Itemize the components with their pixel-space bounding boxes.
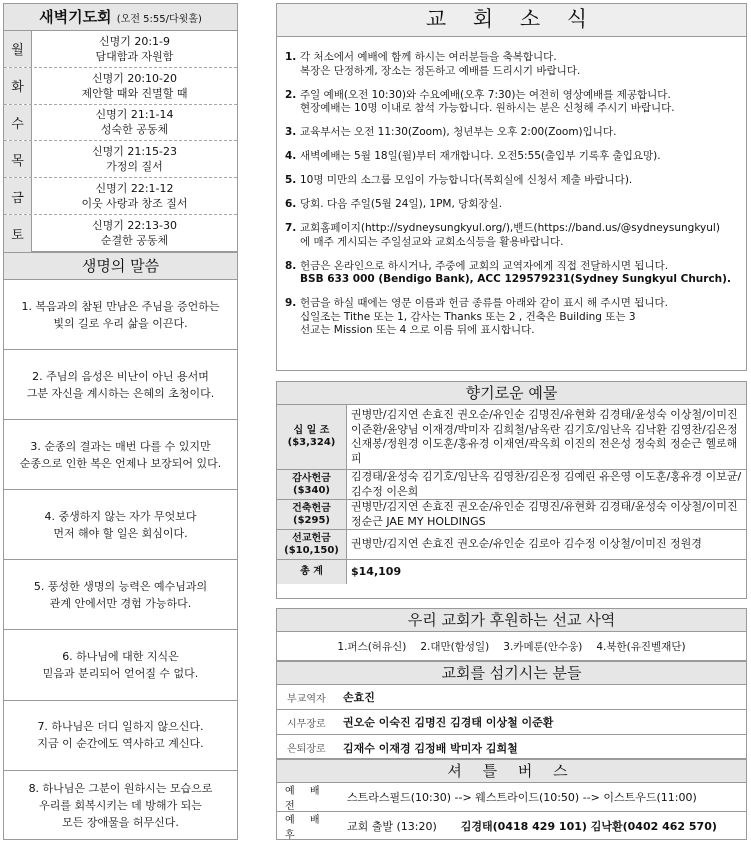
word-item: 3. 순종의 결과는 매번 다를 수 있지만 순종으로 인한 복은 언제나 보장되어 있다.	[4, 420, 237, 490]
offering-type: 선교헌금	[292, 532, 331, 544]
offering-names: 김경태/윤성숙 김기호/임난옥 김영찬/김은정 김예린 유은영 이도훈/홍유경 이보균/김수정 이은희	[351, 470, 742, 498]
news-body	[300, 150, 740, 164]
offering-type: 감사헌금	[292, 472, 331, 484]
news-item	[285, 198, 740, 212]
news-number: 8.	[285, 259, 297, 272]
servants-title: 교회를 섬기시는 분들	[277, 662, 746, 685]
news-bank-account: BSB 633 000 (Bendigo Bank), ACC 129579231(Sydney Sungkyul Church).	[300, 273, 731, 285]
word-item: 8. 하나님은 그분이 원하시는 모습으로 우리를 회복시키는 데 방해가 되는 모든 장애물을 허무신다.	[28, 782, 213, 830]
dawn-row	[4, 215, 237, 252]
church-news-panel	[276, 3, 747, 371]
offering-label-cell	[277, 560, 347, 584]
word-of-life-panel	[3, 252, 238, 840]
news-text: 10명 미만의 소그룹 모임이 가능합니다(목회실에 신청서 제출 바랍니다).	[300, 174, 633, 186]
offering-label-cell	[277, 500, 347, 529]
word-item: 4. 중생하지 않는 자가 무엇보다 먼저 해야 할 일은 회심이다.	[4, 490, 237, 560]
servant-names: 김재수 이재경 김정배 박미자 김희철	[343, 741, 518, 755]
offering-amount: ($3,324)	[287, 437, 336, 448]
dawn-reference: 신명기 20:1-9	[98, 34, 171, 48]
news-body	[300, 260, 740, 287]
word-item: 5. 풍성한 생명의 능력은 예수님과의 관계 안에서만 경험 가능하다.	[4, 560, 237, 630]
shuttle-before-row	[277, 783, 746, 812]
offering-row	[277, 560, 746, 584]
offering-amount: ($10,150)	[284, 544, 339, 556]
word-item: 2. 주님의 음성은 비난이 아닌 용서며 그분 자신을 계시하는 은혜의 초청이다.	[4, 350, 237, 420]
servant-row	[277, 735, 746, 760]
offering-type: 십 일 조	[293, 425, 330, 436]
mission-item: 2.대만(함성일)	[420, 641, 490, 653]
offering-table	[277, 405, 746, 584]
dawn-day: 수	[4, 105, 32, 141]
servant-row	[277, 710, 746, 735]
mission-panel	[276, 608, 747, 661]
servant-names: 권오순 이숙진 김명진 김경태 이상철 이준환	[343, 716, 554, 729]
news-item	[285, 51, 740, 78]
dawn-prayer-panel	[3, 3, 238, 252]
offering-type: 건축헌금	[292, 502, 331, 514]
offering-row	[277, 470, 746, 500]
dawn-reference: 신명기 20:10-20	[91, 71, 178, 85]
dawn-row	[4, 105, 237, 142]
shuttle-before-label: 예 배 전	[285, 785, 326, 812]
dawn-reading	[32, 68, 237, 104]
offering-names: 권병만/김지연 손효진 권오순/유인순 김명진/유현화 김경태/윤성숙 이상철/이미진 정순근 JAE MY HOLDINGS	[351, 500, 738, 528]
offering-amount: ($340)	[293, 484, 330, 496]
mission-item: 4.북한(유진벨재단)	[596, 641, 686, 653]
news-item	[285, 174, 740, 188]
news-text: 당회. 다음 주일(5월 24일), 1PM, 당회장실.	[300, 198, 503, 210]
mission-title: 우리 교회가 후원하는 선교 사역	[277, 609, 746, 632]
news-item	[285, 260, 740, 287]
news-number: 1.	[285, 51, 297, 63]
dawn-prayer-title: 새벽기도회	[39, 8, 112, 26]
offering-row	[277, 405, 746, 470]
servant-names: 손효진	[343, 691, 375, 704]
news-body	[300, 51, 740, 78]
offering-amount: ($295)	[293, 514, 330, 526]
dawn-reference: 신명기 21:1-14	[95, 108, 174, 122]
news-body	[300, 222, 740, 249]
dawn-theme: 성숙한 공동체	[100, 123, 169, 137]
servant-role: 시무장로	[287, 718, 326, 730]
servant-row	[277, 685, 746, 710]
dawn-row	[4, 141, 237, 178]
shuttle-bus-title: 셔 틀 버 스	[277, 760, 746, 783]
dawn-reading	[32, 215, 237, 252]
dawn-theme: 이웃 사랑과 창조 질서	[81, 197, 188, 211]
servants-table	[277, 685, 746, 760]
shuttle-after-route: 교회 출발 (13:20)	[347, 819, 437, 833]
news-number: 2.	[285, 88, 297, 101]
dawn-prayer-subtitle: (오전 5:55/다윗홀)	[116, 14, 202, 25]
shuttle-bus-panel	[276, 759, 747, 840]
dawn-reference: 신명기 22:1-12	[95, 182, 174, 196]
offering-title: 향기로운 예물	[277, 382, 746, 405]
shuttle-after-label: 예 배 후	[285, 814, 326, 841]
offering-total: $14,109	[351, 564, 402, 578]
dawn-reading	[32, 105, 237, 141]
news-item	[285, 126, 740, 140]
shuttle-after-row	[277, 812, 746, 841]
news-text: 새벽예배는 5월 18일(월)부터 재개합니다. 오전5:55(출입부 기록후 출입요망).	[300, 150, 661, 162]
news-text: 주일 예배(오전 10:30)와 수요예배(오후 7:30)는 여전히 영상예배를 제공합니다. 현장예배는 10명 이내로 참석 가능합니다. 원하시는 분은 신청해 주시기 바랍니다.	[300, 88, 675, 114]
dawn-day: 금	[4, 178, 32, 214]
word-item: 1. 복음과의 참된 만남은 주님을 증언하는 빛의 길로 우리 삶을 이끈다.	[4, 280, 237, 350]
news-text: 헌금을 하실 때에는 영문 이름과 헌금 종류를 아래와 같이 표시 해 주시면 됩니다. 십일조는 Tithe 또는 1, 감사는 Thanks 또는 2 , 건축은 Building 또는 3 선교는 Mission 또는 4 으로 이름 뒤에 표시합니다.	[300, 297, 668, 336]
offering-names: 권병만/김지연 손효진 권오순/유인순 김명진/유현화 김경태/윤성숙 이상철/이미진 이준환/윤양님 이재경/박미자 김희철/남옥란 김기호/임난옥 김낙환 김영찬/김은정 신재봉/정원경 이도훈/홍유경 이재연/곽옥희 이진의 전은성 정숙희 정순근 헬로해피	[351, 408, 738, 465]
offering-label-cell	[277, 530, 347, 559]
news-text: 교육부서는 오전 11:30(Zoom), 청년부는 오후 2:00(Zoom)입니다.	[300, 126, 617, 138]
dawn-row	[4, 31, 237, 68]
dawn-theme: 순결한 공동체	[100, 234, 169, 248]
news-number: 6.	[285, 198, 297, 210]
news-number: 3.	[285, 126, 297, 138]
mission-list	[277, 632, 746, 661]
news-number: 9.	[285, 297, 297, 309]
dawn-row	[4, 68, 237, 105]
shuttle-before-route: 스트라스필드(10:30) --> 웨스트라이드(10:50) --> 이스트우드(11:00)	[347, 790, 697, 804]
news-body	[300, 297, 740, 338]
news-body	[300, 89, 740, 116]
dawn-reference: 신명기 21:15-23	[91, 145, 178, 159]
news-item	[285, 89, 740, 116]
news-item	[285, 297, 740, 338]
shuttle-contacts: 김경태(0418 429 101) 김낙환(0402 462 570)	[460, 819, 717, 833]
word-of-life-list	[4, 280, 237, 841]
word-item: 6. 하나님에 대한 지식은 믿음과 분리되어 얻어질 수 없다.	[4, 630, 237, 700]
news-text: 교회홈페이지(http://sydneysungkyul.org/),밴드(https://band.us/@sydneysungkyul) 에 매주 게시되는 주일설교와 교회소식등을 활용바랍니다.	[300, 222, 720, 248]
dawn-day: 월	[4, 31, 32, 67]
church-news-list	[277, 37, 746, 338]
offering-row	[277, 530, 746, 560]
news-item	[285, 150, 740, 164]
mission-item: 3.카메룬(안수웅)	[503, 641, 583, 653]
news-number: 4.	[285, 150, 297, 162]
news-number: 5.	[285, 174, 297, 186]
dawn-reading	[32, 178, 237, 214]
dawn-theme: 제안할 때와 진멸할 때	[81, 86, 188, 100]
offering-label-cell	[277, 405, 347, 469]
dawn-prayer-header	[4, 4, 237, 31]
news-body	[300, 198, 740, 212]
dawn-reading	[32, 141, 237, 177]
mission-item: 1.퍼스(허유신)	[337, 641, 407, 653]
news-text: 각 처소에서 예배에 함께 하시는 여러분들을 축복합니다. 복장은 단정하게, 장소는 정돈하고 예배를 드리시기 바랍니다.	[300, 51, 581, 77]
offering-label-cell	[277, 470, 347, 499]
offering-panel	[276, 381, 747, 599]
word-item: 7. 하나님은 더디 일하지 않으신다. 지금 이 순간에도 역사하고 계신다.	[4, 701, 237, 771]
word-of-life-title: 생명의 말씀	[4, 253, 237, 280]
news-text: 헌금은 온라인으로 하시거나, 주중에 교회의 교역자에게 직접 전달하시면 됩니다.	[300, 259, 669, 272]
news-body	[300, 174, 740, 188]
servants-panel	[276, 661, 747, 759]
dawn-theme: 가정의 질서	[106, 160, 163, 174]
dawn-theme: 담대함과 자원함	[95, 49, 174, 63]
offering-row	[277, 500, 746, 530]
servant-role: 부교역자	[287, 693, 326, 705]
dawn-reference: 신명기 22:13-30	[91, 219, 178, 233]
church-news-title: 교 회 소 식	[277, 4, 746, 37]
dawn-day: 토	[4, 215, 32, 252]
dawn-row	[4, 178, 237, 215]
news-body	[300, 126, 740, 140]
offering-type: 총 계	[300, 566, 323, 577]
offering-names: 권병만/김지연 손효진 권오순/유인순 김로아 김수정 이상철/이미진 정원경	[351, 537, 702, 551]
news-number: 7.	[285, 222, 297, 234]
dawn-day: 목	[4, 141, 32, 177]
news-item	[285, 222, 740, 249]
servant-role: 은퇴장로	[287, 744, 326, 755]
dawn-day: 화	[4, 68, 32, 104]
dawn-reading	[32, 31, 237, 67]
dawn-prayer-schedule	[4, 31, 237, 252]
